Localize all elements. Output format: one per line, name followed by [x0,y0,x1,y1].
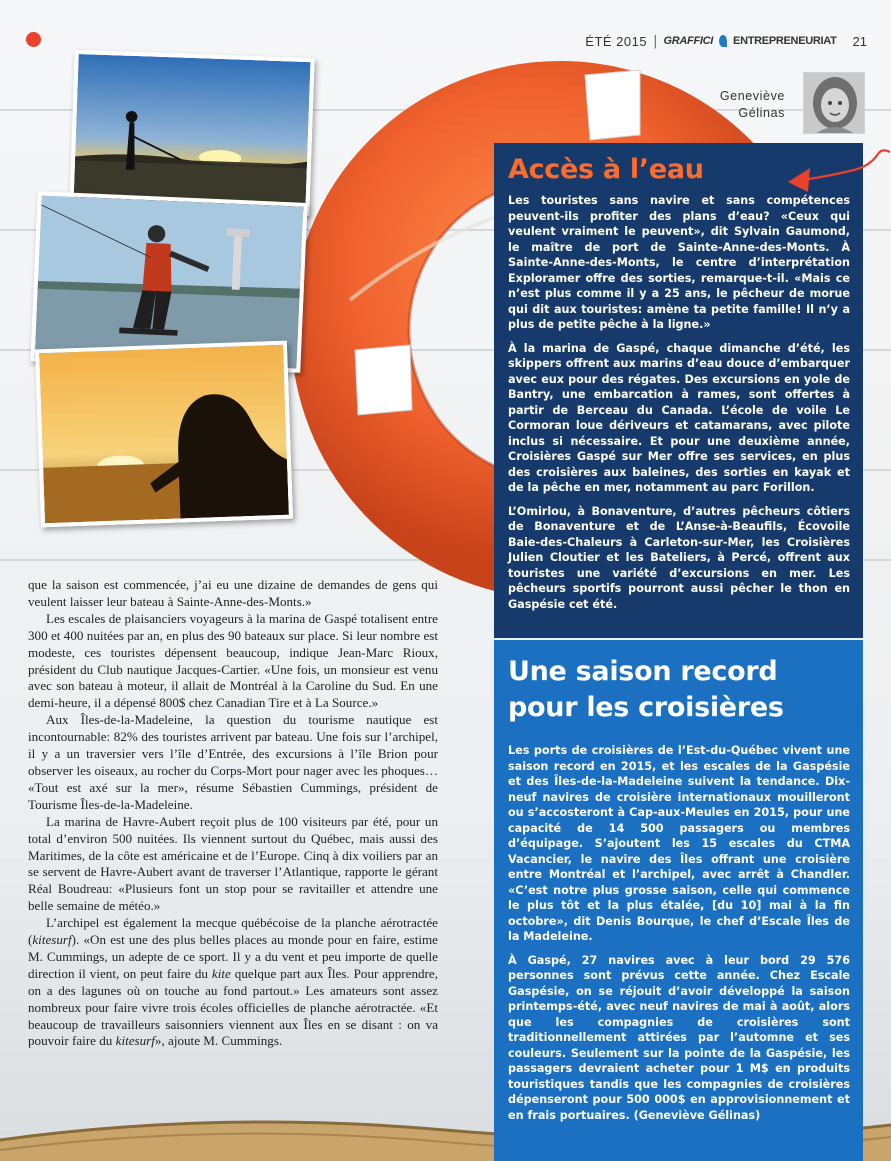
article-paragraph: Les escales de plaisanciers voyageurs à la marina de Gaspé totalisent entre 300 et 400 nuitées par an, en plus des 90 bateaux sur place. Si leur nombre est modeste, ces touristes dépensent beaucoup, indique Jean-Marc Rioux, président du Club nautique Jacques-Cartier. «Une fois, un monsieur est venu avec son bateau à moteur, il allait de Montréal à la Caroline du Sud. En une demi-heure, il a dépensé 800$ chez Canadian Tire et à La Source.» [28,610,438,711]
page-number: 21 [852,33,867,49]
italic-term: kite [211,965,231,981]
box-paragraph: Les ports de croisières de l’Est-du-Québec vivent une saison record en 2015, et les escales de la Gaspésie et des Îles-de-la-Madeleine suivent la tendance. Dix-neuf navires de croisière internationaux mouilleront ou s’accosteront à Cap-aux-Meules en 2015, pour une capacité de 14 500 passagers ou membres d’équipage. S’ajoutent les 15 escales du CTMA Vacancier, le navire des Îles offrant une croisière entre Montréal et l’archipel, avec arrêt à Chandler. «C’est notre plus grosse saison, celle qui commence le plus tôt et la plus étalée, [du 10] mai à la fin octobre», dit Denis Bourque, le chef d’Escale Îles de la Madeleine. [508,744,850,943]
box-paragraph: À la marina de Gaspé, chaque dimanche d’été, les skippers offrent aux marins d’eau douce d’embarquer avec eux pour des régates. Des excursions en yole de Bantry, une embarcation à rames, sont offertes à partir de Berceau du Canada. L’école de voile Le Cormoran loue dériveurs et catamarans, avec pilote inclus si nécessaire. Et pour une deuxième année, Croisières Gaspé sur Mer offre ses services, en plus des croisières aux baleines, des sorties en kayak et de la pêche en mer, notamment au parc Forillon. [508,341,850,494]
text-run: ). «On est une des plus belles places au monde pour en faire, estime M. Cummings, un adepte de ce sport. Il y a du vent et peu importe de quelle direction il vient, on peut faire du [28,932,438,981]
article-paragraph: que la saison est commencée, j’ai eu une dizaine de demandes de gens qui veulent laisser leur bateau à Sainte-Anne-des-Monts.» [28,577,438,609]
author-last-name: Gélinas [738,106,785,120]
box-title-line: pour les croisières [508,692,784,723]
text-run: », ajoute M. Cummings. [154,1033,283,1049]
box-paragraph: Les touristes sans navire et sans compétences peuvent-ils profiter des plans d’eau? «Ceux qui veulent vraiment le peuvent», dit Sylvain Gaumond, le maître de port de Sainte-Anne-des-Monts. À Sainte-Anne-des-Monts, le centre d’interprétation Exploramer offre des sorties, remarque-t-il. «Mais ce n’est plus comme il y a 25 ans, le pêcheur de morue qui dit aux touristes: amène ta petite famille! Il n’y a plus de petite pêche à la ligne.» [508,194,850,331]
header-separator: | [653,33,658,49]
main-article-text [28,577,438,1050]
box-title-saison [508,654,850,726]
italic-term: kitesurf [32,932,72,948]
article-paragraph: La marina de Havre-Aubert reçoit plus de 100 visiteurs par été, pour un total d’environ 500 nuitées. Ils viennent surtout du Québec, mais aussi des Maritimes, de la côte est américaine et de l’Europe. Cinq à dix voiliers par an se servent de Havre-Aubert avant de traverser l’Atlantique, rapporte le gérant Réal Boudreau: «Plusieurs font un stop pour se ravitailler et attendre une belle semaine de météo.» [28,813,438,914]
text-run: quelque part aux Îles. Pour apprendre, on a des lagunes où on touche au fond partout.» Les amateurs sont assez nombreux pour faire vivre trois écoles officielles de planche aérotractée. «Et beaucoup de travailleurs saisonniers viennent aux Îles en se disant : on va pouvoir faire du [28,965,438,1049]
photo-fisherman-sunset [69,50,314,216]
graffici-logo-mark [719,35,727,47]
box-paragraph: L’Omirlou, à Bonaventure, d’autres pêcheurs côtiers de Bonaventure et de L’Anse-à-Beaufils, Écovoile Baie-des-Chaleurs à Carleton-sur-Mer, les Croisières Julien Cloutier et les Bateliers, à Percé, offrent aux touristes une variété d’excursions en mer. Les pêcheurs sportifs pourront aussi pêcher le thon en Gaspésie cet été. [508,504,850,611]
author-first-name: Geneviève [719,89,785,103]
brand-graffici: GRAFFICI [663,35,714,47]
brand-section: ENTREPRENEURIAT [733,35,837,47]
box-paragraph: À Gaspé, 27 navires avec à leur bord 29 576 personnes sont prévus cette année. Chez Escale Gaspésie, on se réjouit d’avoir développé la saison printemps-été, avec neuf navires de mai à août, alors que les compagnies de croisières sont traditionnellement attirées par l’automne et ses couleurs. Seulement sur la pointe de la Gaspésie, les passagers devraient acheter pour 1 M$ en produits touristiques tandis que les compagnies de croisières dépenseront pour 500 000$ en approvisionnement et en frais portuaires. (Geneviève Gélinas) [508,953,850,1122]
red-arrow-icon [770,140,891,196]
red-dot-icon [26,32,41,47]
page-header [585,31,867,51]
sidebar-box-acces [494,143,863,638]
italic-term: kitesurf [115,1033,155,1049]
article-paragraph: Aux Îles-de-la-Madeleine, la question du tourisme nautique est incontournable: 82% des touristes arrivent par bateau. Une fois sur l’archipel, il y a un traversier vers l’île d’Entrée, des excursions à l’île Brion pour observer les oiseaux, au rocher du Corps-Mort pour nager avec les phoques… «Tout est axé sur la mer», résume Sébastien Cummings, président de Tourisme Îles-de-la-Madeleine. [28,712,438,812]
issue-season: ÉTÉ 2015 [585,33,648,49]
box-title-line: Une saison record [508,656,778,687]
sidebar-box-saison [494,640,863,1161]
photo-man-silhouette [35,341,293,528]
author-photo [803,72,865,134]
article-paragraph-kitesurf [28,915,438,1050]
text-run: L’archipel est également la mecque québécoise de la planche aérotractée ( [28,915,438,948]
author-byline [685,88,785,122]
box-title-acces: Accès à l’eau [508,154,704,185]
